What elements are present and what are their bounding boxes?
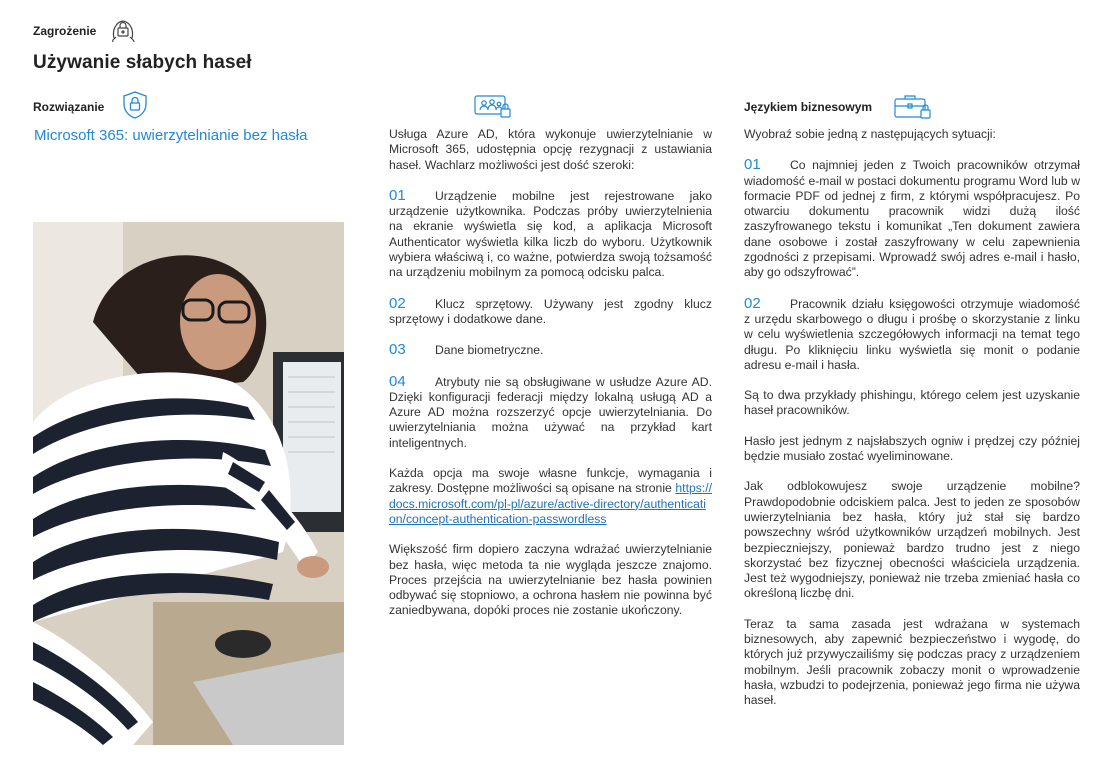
page-title: Używanie słabych haseł	[33, 52, 252, 73]
item-number: 01	[389, 186, 406, 204]
middle-intro: Usługa Azure AD, która wykonuje uwierzytelnianie w Microsoft 365, udostępnia opcję rezygnacji z ustawiania haseł. Wachlarz możliwości jest dość szeroki:	[389, 127, 712, 172]
solution-title: Microsoft 365: uwierzytelnianie bez hasła	[34, 127, 308, 144]
right-para-4: Teraz ta sama zasada jest wdrażana w systemach biznesowych, aby zapewnić bezpieczeństwo i wygodę, do których już przywyczailiśmy się podczas pracy z urządzeniem mobilnym. Jeśli pracownik zobaczy monit o wprowadzenie hasła, wzbudzi to podejrzenia, ponieważ jego firma nie używa haseł.	[744, 616, 1080, 708]
item-number: 04	[389, 372, 406, 390]
right-item-1	[744, 157, 1080, 280]
right-para-1: Są to dwa przykłady phishingu, którego celem jest uzyskanie haseł pracowników.	[744, 388, 1080, 418]
right-intro: Wyobraź sobie jedną z następujących sytuacji:	[744, 127, 996, 141]
options-text: Każda opcja ma swoje własne funkcje, wymagania i zakresy. Dostępne możliwości są opisane na stronie	[389, 466, 712, 496]
right-para-3: Jak odblokowujesz swoje urządzenie mobilne? Prawdopodobnie odciskiem palca. Jest to jeden ze sposobów uwierzytelniania bez hasła, który już stał się bardzo powszechny wśród użytkowników urządzeń mobilnych. Jest bezpieczniejszy, ponieważ bardzo trudno jest z niego skorzystać bez fizycznej obecności właściciela urządzenia. Jest też wygodniejszy, ponieważ nie trzeba zmieniać hasła co określoną liczbę dni.	[744, 479, 1080, 601]
middle-item-3	[389, 342, 712, 358]
item-number: 03	[389, 341, 406, 359]
options-paragraph	[389, 466, 712, 527]
middle-item-1	[389, 188, 712, 281]
item-number: 01	[744, 156, 761, 174]
right-para-2: Hasło jest jednym z najsłabszych ogniw i prędzej czy później będzie musiało zostać wyeliminowane.	[744, 433, 1080, 464]
middle-item-2	[389, 296, 712, 328]
business-label: Językiem biznesowym	[744, 100, 873, 114]
middle-column	[389, 127, 712, 619]
item-text: Urządzenie mobilne jest rejestrowane jako urządzenie użytkownika. Podczas próby uwierzytelnienia na ekranie wyświetla się kod, a aplikacja Microsoft Authenticator wyświetla kilka liczb do wyboru. Użytkownik wybiera właściwą i, co ważne, potwierdza swoją tożsamość na urządzeniu mobilnym za pomocą odcisku palca.	[389, 188, 712, 280]
threat-label: Zagrożenie	[33, 24, 97, 38]
people-lock-icon	[473, 94, 513, 120]
right-column	[744, 127, 1080, 709]
item-number: 02	[744, 294, 761, 312]
item-text: Co najmniej jeden z Twoich pracowników otrzymał wiadomość e-mail w postaci dokumentu programu Word lub w formacie PDF od jednej z firm, z którymi współpracujesz. Po otwarciu dokumentu pracownik widzi dużą ilość zaszyfrowanego tekstu i komunikat „Ten dokument zawiera dane osobowe i został zaszyfrowany w celu zapewnienia zgodności z przepisami. Wprowadź swój adres e-mail i hasło, aby go odszyfrować”.	[744, 158, 1080, 280]
padlock-hook-icon	[110, 16, 136, 44]
item-text: Dane biometryczne.	[435, 343, 544, 358]
item-number: 02	[389, 294, 406, 312]
briefcase-lock-icon	[893, 93, 933, 121]
item-text: Klucz sprzętowy. Używany jest zgodny klucz sprzętowy i dodatkowe dane.	[389, 296, 712, 326]
middle-closing: Większość firm dopiero zaczyna wdrażać uwierzytelnianie bez hasła, więc metoda ta nie wygląda jeszcze znajomo. Proces przejścia na uwierzytelnianie bez hasła powinien odbywać się stopniowo, a ochrona hasłem nie powinna być zaniedbywana, dopóki proces nie zostanie ukończony.	[389, 542, 712, 618]
solution-label: Rozwiązanie	[33, 100, 105, 114]
docs-link[interactable]: https://docs.microsoft.com/pl-pl/azure/active-directory/authentication/concept-authentication-passwordless	[389, 481, 712, 526]
shield-lock-icon	[120, 90, 150, 120]
right-item-2	[744, 296, 1080, 373]
photo-woman-at-laptop	[33, 222, 344, 745]
item-text: Atrybuty nie są obsługiwane w usłudze Azure AD. Dzięki konfiguracji federacji między lokalną usługą AD a Azure AD można rozszerzyć opcje uwierzytelniania. Do uwierzytelniania można używać na przykład kart inteligentnych.	[389, 374, 712, 450]
item-text: Pracownik działu księgowości otrzymuje wiadomość z urzędu skarbowego o długu i prośbę o skorzystanie z linku w celu wyświetlenia szczegółowych informacji na temat tego długu. Po kliknięciu linku wyświetla się monit o podanie adresu e-mail i hasła.	[744, 296, 1080, 372]
middle-item-4	[389, 374, 712, 451]
